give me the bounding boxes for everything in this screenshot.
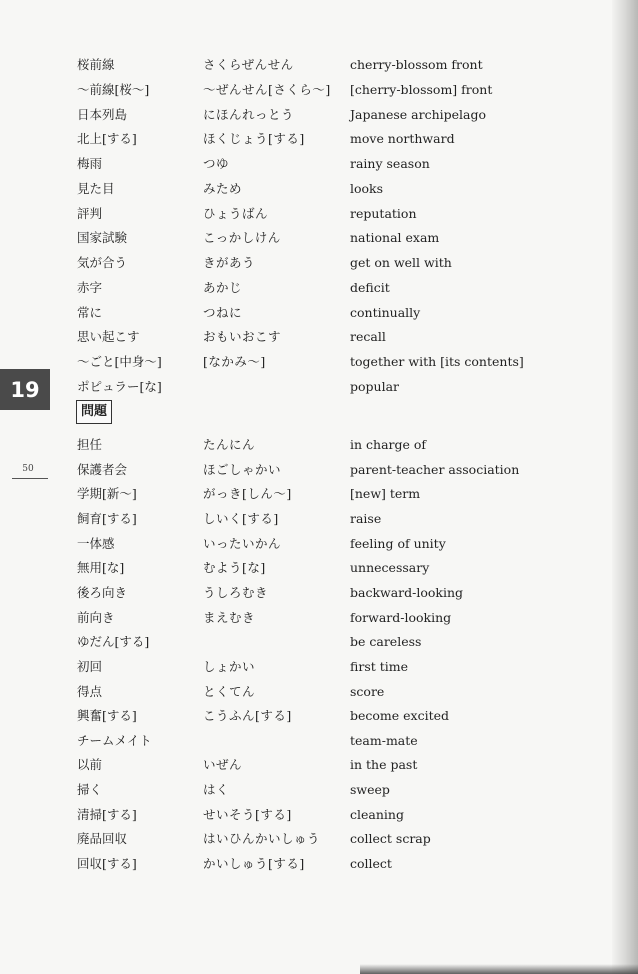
vocab-meaning: score (350, 683, 385, 699)
vocab-row (0, 55, 638, 75)
vocab-row (0, 805, 638, 825)
vocab-row (0, 253, 638, 273)
vocab-meaning: cherry-blossom front (350, 57, 483, 72)
vocab-word: 気が合う (77, 255, 128, 270)
vocab-word: 興奮[する] (77, 708, 137, 724)
vocab-row (0, 829, 638, 849)
vocab-reading: つねに (203, 304, 243, 320)
vocab-word: ゆだん[する] (77, 634, 150, 650)
vocab-meaning: sweep (350, 782, 390, 798)
vocab-row (0, 632, 638, 652)
vocab-row (0, 657, 638, 677)
vocab-row (0, 327, 638, 347)
vocab-row (0, 558, 638, 578)
vocab-row (0, 278, 638, 298)
vocab-meaning: cleaning (350, 806, 404, 822)
vocab-reading: とくてん (203, 683, 256, 699)
vocab-meaning: [cherry-blossom] front (350, 81, 493, 97)
vocab-reading: ほくじょう[する] (203, 131, 305, 147)
vocab-reading: こっかしけん (203, 230, 281, 246)
vocab-word: 掃く (77, 782, 103, 798)
vocab-word: 常に (77, 304, 103, 320)
vocab-reading: しいく[する] (203, 510, 279, 526)
vocab-reading: みため (203, 180, 243, 196)
vocab-meaning: collect (350, 856, 392, 872)
vocab-word: 桜前線 (77, 57, 115, 72)
vocab-row (0, 179, 638, 199)
vocab-meaning: unnecessary (350, 560, 430, 576)
vocab-reading: うしろむき (203, 584, 269, 600)
vocab-reading: ほごしゃかい (203, 461, 282, 477)
vocab-meaning: national exam (350, 230, 440, 246)
vocab-word: 一体感 (77, 535, 115, 551)
vocab-meaning: [new] term (350, 486, 421, 502)
vocab-reading: にほんれっとう (203, 106, 295, 122)
vocab-word: 日本列島 (77, 106, 128, 122)
vocab-meaning: reputation (350, 205, 417, 221)
vocab-reading: せいそう[する] (203, 806, 292, 822)
vocab-meaning: first time (350, 658, 408, 674)
vocab-row (0, 80, 638, 100)
vocab-word: 得点 (77, 683, 103, 699)
vocab-word: 飼育[する] (77, 510, 137, 526)
vocab-reading: はく (203, 782, 230, 798)
vocab-reading: がっき[しん〜] (203, 486, 292, 502)
vocab-reading: さくらぜんせん (203, 57, 294, 72)
vocab-meaning: in charge of (350, 437, 427, 452)
vocab-reading: [なかみ〜] (203, 354, 266, 369)
vocab-reading: いったいかん (203, 535, 282, 551)
section-heading: 問題 (76, 400, 112, 424)
vocab-meaning: together with [its contents] (350, 354, 524, 369)
vocab-reading: むよう[な] (203, 560, 266, 576)
vocab-row (0, 129, 638, 149)
vocab-reading: こうふん[する] (203, 708, 292, 724)
vocab-word: チームメイト (77, 732, 152, 748)
vocab-word: 清掃[する] (77, 806, 137, 822)
vocab-meaning: looks (350, 180, 384, 196)
vocab-word: 前向き (77, 609, 115, 625)
vocab-word: 〜前線[桜〜] (77, 81, 150, 97)
vocab-meaning: backward-looking (350, 584, 464, 600)
vocab-row (0, 608, 638, 628)
vocab-word: 北上[する] (77, 131, 137, 147)
vocab-row (0, 509, 638, 529)
vocab-meaning: feeling of unity (350, 535, 446, 551)
vocab-meaning: recall (350, 329, 386, 345)
page-number: 50 (22, 464, 34, 474)
vocab-word: 学期[新〜] (77, 486, 137, 502)
vocab-reading: たんにん (203, 437, 256, 452)
vocab-reading: あかじ (203, 279, 243, 295)
vocab-row (0, 377, 638, 397)
vocab-reading: 〜ぜんせん[さくら〜] (203, 81, 331, 97)
vocab-row (0, 228, 638, 248)
vocab-row (0, 780, 638, 800)
vocab-reading: きがあう (203, 255, 256, 270)
vocab-meaning: deficit (350, 279, 390, 295)
vocab-word: 廃品回収 (77, 831, 128, 847)
vocab-meaning: in the past (350, 757, 418, 773)
vocab-word: 見た目 (77, 180, 115, 196)
vocab-meaning: collect scrap (350, 831, 431, 847)
chapter-tab: 19 (0, 369, 50, 410)
vocab-word: 国家試験 (77, 230, 128, 246)
vocab-reading: つゆ (203, 156, 230, 171)
vocab-meaning: move northward (350, 131, 455, 147)
vocab-meaning: get on well with (350, 255, 452, 270)
vocab-reading: いぜん (203, 757, 243, 773)
vocab-row (0, 460, 638, 480)
vocab-row (0, 583, 638, 603)
vocab-word: 後ろ向き (77, 584, 128, 600)
vocab-word: 評判 (77, 205, 103, 221)
vocab-reading: かいしゅう[する] (203, 856, 305, 872)
vocab-meaning: become excited (350, 708, 450, 724)
vocab-meaning: parent-teacher association (350, 461, 520, 477)
vocab-row (0, 534, 638, 554)
vocab-row (0, 682, 638, 702)
vocab-word: ポピュラー[な] (77, 378, 162, 394)
vocab-word: 担任 (77, 437, 103, 452)
vocab-word: 思い起こす (77, 329, 140, 345)
vocab-word: 無用[な] (77, 560, 125, 576)
vocab-row (0, 484, 638, 504)
vocab-reading: まえむき (203, 609, 256, 625)
vocab-row (0, 854, 638, 874)
vocab-row (0, 706, 638, 726)
vocab-word: 保護者会 (77, 461, 128, 477)
vocab-reading: おもいおこす (203, 329, 282, 345)
vocab-word: 〜ごと[中身〜] (77, 354, 162, 369)
vocab-row (0, 154, 638, 174)
vocab-meaning: rainy season (350, 156, 430, 171)
vocab-meaning: be careless (350, 634, 422, 650)
vocab-reading: しょかい (203, 658, 256, 674)
vocab-row (0, 731, 638, 751)
vocab-row (0, 303, 638, 323)
vocab-word: 赤字 (77, 279, 103, 295)
vocab-meaning: popular (350, 378, 400, 394)
vocab-reading: ひょうばん (203, 205, 269, 221)
vocab-meaning: forward-looking (350, 609, 452, 625)
vocab-row (0, 755, 638, 775)
vocab-word: 初回 (77, 658, 103, 674)
vocab-row (0, 105, 638, 125)
vocab-row (0, 352, 638, 372)
vocab-reading: はいひんかいしゅう (203, 831, 321, 847)
vocab-word: 梅雨 (77, 156, 103, 171)
vocab-meaning: Japanese archipelago (350, 106, 487, 122)
vocab-row (0, 204, 638, 224)
vocab-meaning: continually (350, 304, 421, 320)
vocab-meaning: team-mate (350, 732, 418, 748)
vocab-word: 以前 (77, 757, 103, 773)
bottom-edge-shadow (360, 964, 638, 974)
vocab-row (0, 435, 638, 455)
vocab-meaning: raise (350, 510, 382, 526)
vocab-word: 回収[する] (77, 856, 137, 872)
